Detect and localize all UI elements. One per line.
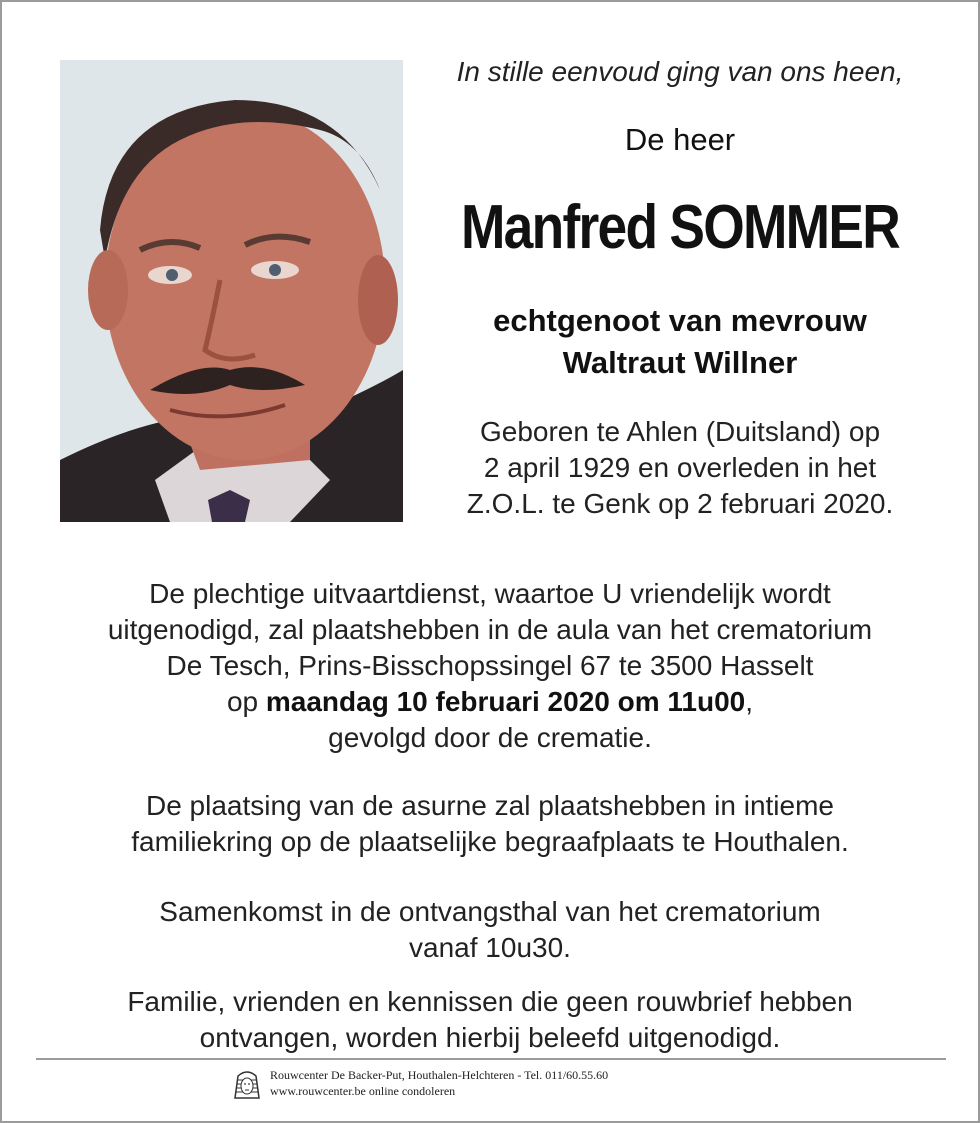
invite-line-1: Familie, vrienden en kennissen die geen rouwbrief hebben xyxy=(127,986,853,1017)
invite-paragraph xyxy=(32,984,948,1056)
birth-line-2: 2 april 1929 en overleden in het xyxy=(483,452,877,483)
urn-line-1: De plaatsing van de asurne zal plaatshebben in intieme xyxy=(145,790,834,821)
birth-line-1: Geboren te Ahlen (Duitsland) op xyxy=(479,416,881,447)
service-line-3: De Tesch, Prins-Bisschopssingel 67 te 3500 Hasselt xyxy=(166,650,814,681)
birth-line-3: Z.O.L. te Genk op 2 februari 2020. xyxy=(466,488,894,519)
gathering-line-1: Samenkomst in de ontvangsthal van het crematorium xyxy=(159,896,821,927)
portrait-illustration xyxy=(60,60,403,522)
funeral-home-footer xyxy=(230,1064,608,1102)
footer-text xyxy=(270,1067,608,1099)
spouse-line-2: Waltraut Willner xyxy=(562,345,798,380)
service-line-4 xyxy=(32,684,948,720)
service-paragraph xyxy=(32,576,948,756)
spouse-block xyxy=(420,300,940,384)
gathering-line-2: vanaf 10u30. xyxy=(409,932,571,963)
pharaoh-head-icon xyxy=(230,1066,264,1100)
salutation: De heer xyxy=(624,122,736,157)
portrait-photo xyxy=(60,60,403,522)
service-date-suffix: , xyxy=(745,686,754,717)
footer-divider xyxy=(36,1058,946,1060)
spouse-line-1: echtgenoot van mevrouw xyxy=(493,303,867,338)
service-date: maandag 10 februari 2020 om 11u00 xyxy=(265,686,746,717)
service-line-2: uitgenodigd, zal plaatshebben in de aula van het crematorium xyxy=(107,614,873,645)
urn-line-2: familiekring op de plaatselijke begraafplaats te Houthalen. xyxy=(131,826,849,857)
gathering-paragraph xyxy=(32,894,948,966)
birth-death-block xyxy=(420,414,940,522)
footer-address: Rouwcenter De Backer-Put, Houthalen-Helchteren - Tel. 011/60.55.60 xyxy=(270,1068,609,1082)
urn-paragraph xyxy=(32,788,948,860)
deceased-name: Manfred SOMMER xyxy=(460,193,900,262)
service-line-5: gevolgd door de crematie. xyxy=(328,722,652,753)
invite-line-2: ontvangen, worden hierbij beleefd uitgenodigd. xyxy=(199,1022,781,1053)
service-date-prefix: op xyxy=(226,686,266,717)
footer-website-link[interactable]: www.rouwcenter.be online condoleren xyxy=(270,1084,456,1098)
service-line-1: De plechtige uitvaartdienst, waartoe U vriendelijk wordt xyxy=(149,578,831,609)
intro-line: In stille eenvoud ging van ons heen, xyxy=(456,56,904,87)
header-column xyxy=(420,52,940,522)
